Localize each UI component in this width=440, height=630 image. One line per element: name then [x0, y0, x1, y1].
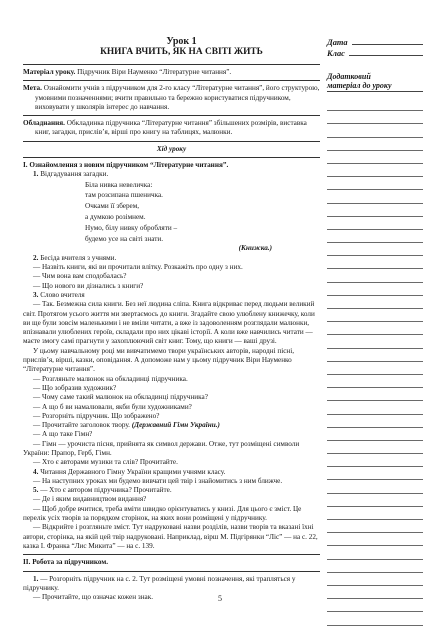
item-5: [23, 486, 320, 495]
dialogue-line: — Що зобразив художник?: [33, 383, 117, 392]
note-line: [327, 428, 423, 441]
note-line: [327, 124, 423, 137]
poem-line: Біла нивка невеличка:: [85, 180, 153, 189]
dialogue-line: [23, 421, 320, 430]
dialogue-line: — Розгляньте малюнок на обкладинці підручника.: [33, 374, 188, 383]
extra-heading-line: Додатковий: [327, 72, 371, 81]
dialogue-line: — Розгорніть підручник. Що зображено?: [33, 411, 160, 420]
item-6: [23, 575, 320, 594]
note-line: [327, 441, 423, 454]
section2-title: ІІ. Робота за підручником.: [23, 558, 109, 567]
equipment-paragraph: [23, 119, 320, 138]
note-line: [327, 335, 423, 348]
note-line: [327, 494, 423, 507]
item-text: Читання Державного Гімну України кращими учнями класу.: [40, 467, 226, 476]
class-label: Клас: [327, 49, 345, 58]
note-line: [327, 401, 423, 414]
note-line: [327, 243, 423, 256]
item-2: [23, 254, 320, 263]
item-number: 1.: [33, 170, 39, 179]
teacher-paragraph: — Так. Безмежна сила книги. Без неї людина сліпа. Книга відкриває перед людьми великий світ. Протягом усього життя ми звертаємось до книги. Згадайте свою улюблену книжечку, коли ви ще були зовсім маленькими і не вміли читати, а вже із задоволенням розглядали малюнки, впізнавали улюблених героїв, складали про них цікаві історії. А коли вже навчились читати — маєте змогу самі прагнути у захоплюючий світ книг. Тому, що книги — ваші друзі.: [23, 300, 315, 346]
riddle-answer: (Книжка.): [238, 244, 272, 253]
note-line: [327, 98, 423, 111]
extra-heading-line: матеріал до уроку: [327, 81, 423, 92]
page-number: 5: [218, 594, 222, 603]
class-line: [349, 55, 423, 56]
teacher-paragraph: — Щоб добре вчитися, треба вміти швидко орієнтуватись у книзі. Для цього є зміст. Це перелік усіх творів за порядком сторінок, на яких вони розміщені у підручнику.: [23, 504, 302, 523]
date-line: [352, 44, 423, 45]
note-line: [327, 546, 423, 559]
item-1: [23, 170, 320, 179]
note-line: [327, 467, 423, 480]
poem-line: будемо усе на світі знати.: [85, 234, 163, 243]
material-label: Матеріал уроку.: [23, 68, 76, 76]
dialogue-line: — Що нового ви дізнались з книги?: [33, 281, 144, 290]
note-line: [327, 283, 423, 296]
note-line: [327, 612, 423, 625]
equipment-label: Обладнання.: [23, 119, 65, 128]
item-text: — Хто є автором підручника? Прочитайте.: [40, 486, 172, 495]
item-number: 5.: [33, 486, 39, 495]
extra-material-heading: [327, 72, 423, 92]
note-line: [327, 256, 423, 269]
note-line: [327, 309, 423, 322]
poem-line: Нумо, білу нивку обробляти –: [85, 223, 178, 232]
lesson-plan-column: [23, 36, 320, 602]
note-line: [327, 415, 423, 428]
teacher-paragraph: — Відкрийте і розгляньте зміст. Тут надруковані назви розділів, назви творів та вказані їхні автори, сторінка, на якій цей твір надруковані. Наприклад, вірш М. Підгірянки “Ліс” — на с. 22, казка І. Франка “Лис Микита” — на с. 139.: [23, 523, 318, 550]
item-text: Бесіда вчителя з учнями.: [40, 253, 117, 262]
lesson-title: КНИГА ВЧИТЬ, ЯК НА СВІТІ ЖИТЬ: [100, 47, 263, 57]
item-number: 3.: [33, 290, 39, 299]
note-line: [327, 269, 423, 282]
teacher-paragraph: У цьому навчальному році ми вивчатимемо твори українських авторів, народні пісні, прислів’я, вірші, казки, оповідання. А допоможе нам у цьому підручник Віри Науменко “Літературне читання”.: [23, 346, 295, 374]
item-3: [23, 291, 320, 300]
notes-sidebar: [327, 36, 423, 626]
goal-label: Мета.: [23, 84, 42, 93]
item-number: 4.: [33, 467, 39, 476]
poem-line: а думкою розімнем.: [85, 213, 146, 222]
item-4: [23, 468, 320, 477]
goal-paragraph: [23, 84, 320, 112]
lesson-number: Урок 1: [166, 36, 197, 47]
dialogue-line: — Де і яким видавництвом видання?: [33, 495, 147, 504]
dialogue-line: — Хто є авторами музики та слів? Прочитайте.: [33, 458, 178, 467]
item-number: 1.: [33, 574, 39, 583]
note-line: [327, 164, 423, 177]
item-number: 2.: [33, 253, 39, 262]
poem-line: Очками її зберем,: [85, 202, 140, 211]
notes-lines: [327, 98, 423, 626]
item-text: Слово вчителя: [40, 290, 85, 299]
material-paragraph: [23, 68, 320, 77]
item-text: Відгадування загадки.: [40, 170, 109, 179]
equipment-text: Обкладинка підручника “Літературне читання” збільшених розмірів, виставка книг, загадки, прислів’я, вірші про книгу на таблицях, малюнки.: [35, 119, 307, 137]
riddle-poem: [23, 180, 320, 245]
date-label: Дата: [327, 38, 348, 47]
note-line: [327, 217, 423, 230]
note-line: [327, 480, 423, 493]
section1-title: І. Ознайомлення з новим підручником “Літературне читання”.: [23, 161, 229, 170]
item-text: — Розгорніть підручник на с. 2. Тут розміщені умовні позначення, які трапляться у підручнику.: [23, 574, 296, 592]
note-line: [327, 138, 423, 151]
date-field: [327, 36, 423, 47]
dialogue-line: — А що б ви намалювали, якби були художниками?: [33, 402, 192, 411]
goal-text: Ознайомити учнів з підручником для 2-го класу “Літературне читання”, його структурою, умовними позначеннями; вчити правильно та бережно користуватися підручником, виховувати у школярів інтерес до навчання.: [35, 84, 320, 111]
note-line: [327, 230, 423, 243]
note-line: [327, 362, 423, 375]
dialogue-line: — Чим вона вам сподобалась?: [33, 272, 127, 281]
dialogue-line: — А що таке Гімн?: [33, 430, 93, 439]
note-line: [327, 375, 423, 388]
note-line: [327, 296, 423, 309]
note-line: [327, 388, 423, 401]
note-line: [327, 204, 423, 217]
note-line: [327, 177, 423, 190]
material-text: Підручник Віри Науменко “Літературне читання”.: [77, 68, 232, 76]
divider: [23, 115, 320, 116]
note-line: [327, 507, 423, 520]
note-line: [327, 111, 423, 124]
dialogue-line: — Чому саме такий малюнок на обкладинці підручника?: [33, 393, 208, 402]
dialogue-line: — Назвіть книги, які ви прочитали влітку. Розкажіть про одну з них.: [33, 263, 243, 272]
note-line: [327, 190, 423, 203]
teacher-paragraph: — На наступних уроках ми будемо вивчати цей твір і знайомитись з ним ближче.: [33, 476, 283, 485]
divider: [23, 554, 320, 555]
poem-line: там розсипана пшеничка.: [85, 191, 163, 200]
divider: [23, 157, 320, 158]
divider: [23, 141, 320, 142]
divider: [23, 571, 320, 572]
note-line: [327, 533, 423, 546]
dialogue-text: — Прочитайте заголовок твору.: [33, 421, 130, 430]
divider: [23, 80, 320, 81]
note-line: [327, 520, 423, 533]
note-line: [327, 454, 423, 467]
dialogue-line: — Прочитайте, що означає кожен знак.: [33, 593, 154, 602]
note-line: [327, 151, 423, 164]
teacher-paragraph: — Гімн — урочиста пісня, прийнята як символ держави. Отже, тут розміщені символи України: Прапор, Герб, Гімн.: [23, 439, 300, 457]
dialogue-answer: (Державний Гімн України.): [131, 421, 220, 430]
class-field: [327, 47, 423, 58]
note-line: [327, 322, 423, 335]
note-line: [327, 573, 423, 586]
progress-title: Хід уроку: [156, 144, 187, 153]
note-line: [327, 560, 423, 573]
divider: [23, 64, 320, 65]
note-line: [327, 349, 423, 362]
